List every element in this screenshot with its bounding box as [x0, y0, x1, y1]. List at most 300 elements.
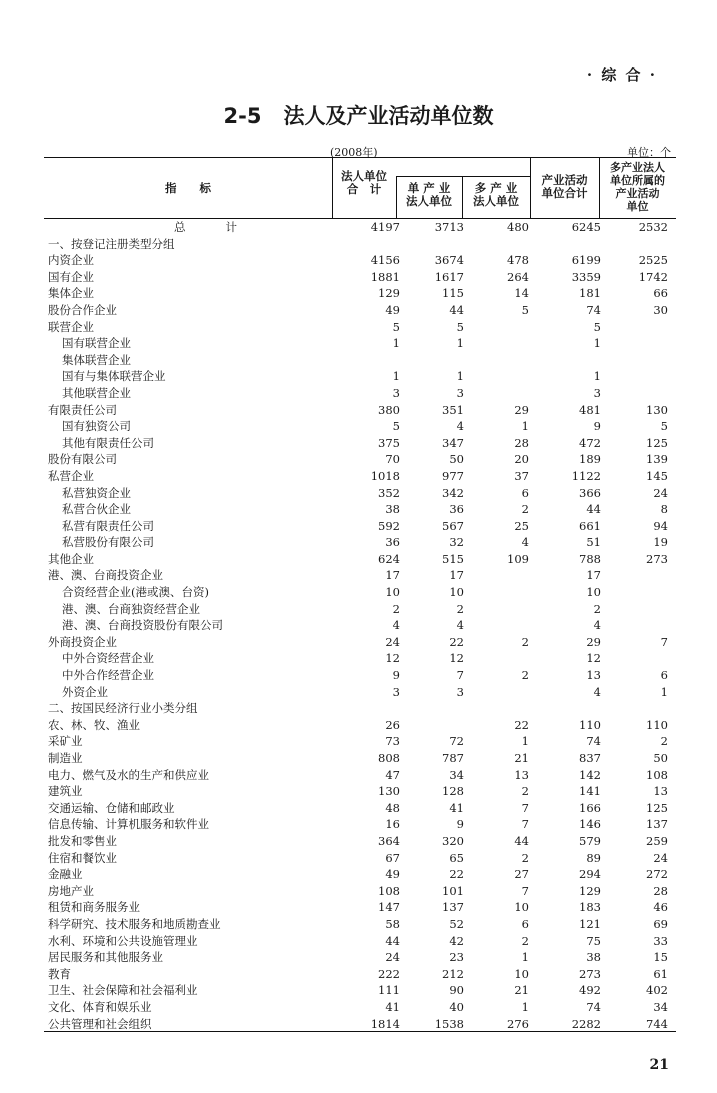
header-col1: 法人单位 合 计: [341, 169, 387, 196]
cell-col1: 5: [392, 419, 400, 434]
cell-col3: 21: [514, 983, 529, 998]
cell-col2: 3: [456, 684, 464, 699]
cell-col2: 34: [449, 767, 464, 782]
cell-col4: 1: [593, 336, 601, 351]
cell-col1: 1: [392, 369, 400, 384]
cell-col5: 2: [660, 734, 668, 749]
table-row: [44, 402, 676, 419]
cell-col1: 67: [385, 850, 400, 865]
cell-col5: 744: [646, 1016, 668, 1031]
table-row: [44, 634, 676, 651]
cell-col2: 137: [442, 900, 464, 915]
cell-col4: 146: [579, 817, 601, 832]
cell-col2: 12: [449, 651, 464, 666]
cell-col4: 74: [586, 302, 601, 317]
cell-col5: 33: [653, 933, 668, 948]
cell-col3: 109: [507, 551, 529, 566]
row-label: 采矿业: [48, 734, 83, 749]
cell-col2: 22: [449, 634, 464, 649]
cell-col3: 37: [514, 468, 529, 483]
cell-col4: 273: [579, 966, 601, 981]
cell-col3: 14: [514, 286, 529, 301]
table-row: [44, 933, 676, 950]
cell-col5: 1: [660, 684, 668, 699]
cell-col1: 36: [385, 535, 400, 550]
table-row: [44, 269, 676, 286]
cell-col2: 515: [442, 551, 464, 566]
cell-col4: 142: [579, 767, 601, 782]
cell-col3: 27: [514, 867, 529, 882]
cell-col2: 52: [449, 916, 464, 931]
cell-col1: 222: [378, 966, 400, 981]
cell-col2: 3674: [434, 253, 464, 268]
cell-col2: 40: [449, 999, 464, 1014]
row-label: 居民服务和其他服务业: [48, 950, 163, 965]
row-label: 建筑业: [48, 784, 83, 799]
row-label: 私营有限责任公司: [62, 518, 154, 533]
cell-col4: 44: [586, 502, 601, 517]
cell-col5: 30: [653, 302, 668, 317]
table-row: [44, 816, 676, 833]
cell-col2: 115: [442, 286, 464, 301]
table-row: [44, 468, 676, 485]
cell-col3: 6: [521, 485, 529, 500]
cell-col3: 5: [521, 302, 529, 317]
row-label: 其他有限责任公司: [62, 435, 154, 450]
cell-col2: 65: [449, 850, 464, 865]
cell-col3: 21: [514, 751, 529, 765]
table-header: [44, 157, 676, 219]
cell-col2: 4: [456, 618, 464, 633]
row-label: 联营企业: [48, 319, 94, 334]
cell-col5: 34: [653, 999, 668, 1014]
cell-col1: 364: [378, 833, 400, 848]
cell-col5: 272: [646, 867, 668, 882]
cell-col4: 10: [586, 585, 601, 600]
cell-col5: 15: [653, 950, 668, 965]
table-row: [44, 601, 676, 618]
cell-col4: 74: [586, 734, 601, 749]
row-label: 国有企业: [48, 269, 94, 284]
cell-col2: 3: [456, 385, 464, 400]
cell-col4: 661: [579, 518, 601, 533]
row-label: 集体企业: [48, 286, 94, 301]
table-row: [44, 518, 676, 535]
cell-col5: 108: [646, 767, 668, 782]
table-row: [44, 733, 676, 750]
cell-col2: 17: [449, 568, 464, 583]
cell-col1: 9: [392, 668, 400, 683]
row-label: 卫生、社会保障和社会福利业: [48, 983, 198, 998]
table-row: [44, 800, 676, 817]
cell-col2: 212: [442, 966, 464, 981]
cell-col4: 9: [593, 419, 601, 434]
cell-col4: 141: [579, 784, 601, 799]
cell-col4: 29: [586, 634, 601, 649]
table-row: [44, 717, 676, 734]
cell-col5: 259: [646, 833, 668, 848]
cell-col4: 1122: [571, 468, 601, 483]
table-row: [44, 319, 676, 336]
table-row: [44, 501, 676, 518]
cell-col2: 1: [456, 336, 464, 351]
cell-col5: 7: [660, 634, 668, 649]
cell-col4: 4: [593, 618, 601, 633]
row-label: 房地产业: [48, 883, 94, 898]
cell-col1: 375: [378, 435, 400, 450]
page-number: 21: [649, 1057, 669, 1073]
table-row: [44, 219, 676, 236]
row-label: 其他企业: [48, 551, 94, 566]
cell-col4: 4: [593, 684, 601, 699]
cell-col2: 1: [456, 369, 464, 384]
cell-col4: 183: [579, 900, 601, 915]
cell-col5: 125: [646, 435, 668, 450]
section-tag: · 综 合 ·: [586, 66, 657, 84]
cell-col1: 16: [385, 817, 400, 832]
cell-col4: 129: [579, 883, 601, 898]
cell-col4: 110: [579, 717, 601, 732]
cell-col2: 4: [456, 419, 464, 434]
cell-col2: 128: [442, 784, 464, 799]
cell-col1: 24: [385, 634, 400, 649]
cell-col2: 567: [442, 518, 464, 533]
cell-col3: 7: [521, 800, 529, 815]
table-row: [44, 883, 676, 900]
cell-col2: 90: [449, 983, 464, 998]
cell-col4: 17: [586, 568, 601, 583]
row-label: 国有与集体联营企业: [62, 369, 166, 384]
cell-col3: 25: [514, 518, 529, 533]
table-row: [44, 485, 676, 502]
row-label: 股份有限公司: [48, 452, 117, 467]
cell-col2: 101: [442, 883, 464, 898]
cell-col4: 121: [579, 916, 601, 931]
cell-col4: 12: [586, 651, 601, 666]
row-label: 港、澳、台商独资经营企业: [62, 601, 200, 616]
cell-col4: 2: [593, 601, 601, 616]
cell-col2: 10: [449, 585, 464, 600]
table-row: [44, 435, 676, 452]
cell-col1: 24: [385, 950, 400, 965]
row-label: 有限责任公司: [48, 402, 117, 417]
cell-col5: 24: [653, 485, 668, 500]
table-row: [44, 451, 676, 468]
cell-col1: 12: [385, 651, 400, 666]
row-label: 教育: [48, 966, 71, 981]
cell-col1: 73: [385, 734, 400, 749]
row-label: 私营合伙企业: [62, 502, 131, 517]
row-label: 制造业: [48, 751, 83, 765]
row-label: 交通运输、仓储和邮政业: [48, 800, 175, 815]
cell-col4: 837: [579, 751, 601, 765]
table-row: [44, 966, 676, 983]
cell-col4: 1: [593, 369, 601, 384]
row-label: 私营企业: [48, 468, 94, 483]
table-row: [44, 700, 676, 717]
row-label: 二、按国民经济行业小类分组: [48, 701, 198, 716]
cell-col5: 28: [653, 883, 668, 898]
bottom-rule: [44, 1031, 676, 1032]
cell-col1: 49: [385, 302, 400, 317]
cell-col3: 20: [514, 452, 529, 467]
cell-col4: 89: [586, 850, 601, 865]
cell-col1: 808: [378, 751, 400, 765]
cell-col4: 74: [586, 999, 601, 1014]
cell-col4: 166: [579, 800, 601, 815]
cell-col4: 6199: [571, 253, 601, 268]
cell-col3: 22: [514, 717, 529, 732]
table-row: [44, 385, 676, 402]
header-col2: 单 产 业 法人单位: [406, 181, 452, 208]
table-title: 法人及产业活动单位数: [283, 104, 494, 128]
cell-col3: 478: [507, 253, 529, 268]
row-label: 股份合作企业: [48, 302, 117, 317]
cell-col5: 130: [646, 402, 668, 417]
cell-col4: 13: [586, 668, 601, 683]
cell-col1: 147: [378, 900, 400, 915]
cell-col5: 402: [646, 983, 668, 998]
cell-col2: 72: [449, 734, 464, 749]
cell-col5: 1742: [638, 269, 668, 284]
row-label: 住宿和餐饮业: [48, 850, 117, 865]
table-row: [44, 750, 676, 767]
cell-col5: 61: [653, 966, 668, 981]
row-label: 外资企业: [62, 684, 108, 699]
cell-col1: 4197: [370, 220, 400, 234]
table-row: [44, 866, 676, 883]
cell-col1: 58: [385, 916, 400, 931]
row-label: 科学研究、技术服务和地质勘查业: [48, 916, 221, 931]
table-row: [44, 650, 676, 667]
row-label: 国有独资公司: [62, 419, 131, 434]
cell-col2: 787: [442, 751, 464, 765]
cell-col5: 2525: [638, 253, 668, 268]
row-label: 私营独资企业: [62, 485, 131, 500]
cell-col3: 1: [521, 950, 529, 965]
table-body: [44, 219, 676, 1032]
unit-note: 单位：个: [627, 146, 671, 159]
cell-col4: 294: [579, 867, 601, 882]
cell-col5: 145: [646, 468, 668, 483]
cell-col2: 41: [449, 800, 464, 815]
cell-col3: 7: [521, 883, 529, 898]
cell-col1: 2: [392, 601, 400, 616]
cell-col1: 592: [378, 518, 400, 533]
table-row: [44, 551, 676, 568]
cell-col1: 624: [378, 551, 400, 566]
table-row: [44, 899, 676, 916]
row-label: 租赁和商务服务业: [48, 900, 140, 915]
header-col5: 多产业法人 单位所属的 产业活动 单位: [610, 161, 665, 213]
cell-col5: 13: [653, 784, 668, 799]
table-row: [44, 999, 676, 1016]
row-label: 集体联营企业: [62, 352, 131, 367]
cell-col1: 44: [385, 933, 400, 948]
cell-col1: 1881: [370, 269, 400, 284]
row-label: 国有联营企业: [62, 336, 131, 351]
cell-col3: 2: [521, 668, 529, 683]
cell-col5: 66: [653, 286, 668, 301]
row-label: 总计: [174, 220, 277, 234]
table-row: [44, 418, 676, 435]
table-row: [44, 352, 676, 369]
cell-col2: 9: [456, 817, 464, 832]
cell-col1: 1814: [370, 1016, 400, 1031]
cell-col1: 130: [378, 784, 400, 799]
cell-col5: 273: [646, 551, 668, 566]
cell-col1: 352: [378, 485, 400, 500]
cell-col3: 44: [514, 833, 529, 848]
row-label: 一、按登记注册类型分组: [48, 236, 175, 251]
row-label: 其他联营企业: [62, 385, 131, 400]
cell-col2: 36: [449, 502, 464, 517]
cell-col2: 2: [456, 601, 464, 616]
table-row: [44, 236, 676, 253]
page-title: [0, 100, 717, 130]
cell-col5: 50: [653, 751, 668, 765]
cell-col5: 110: [646, 717, 668, 732]
table-row: [44, 335, 676, 352]
cell-col4: 181: [579, 286, 601, 301]
cell-col5: 139: [646, 452, 668, 467]
cell-col3: 2: [521, 784, 529, 799]
table-row: [44, 302, 676, 319]
cell-col4: 51: [586, 535, 601, 550]
cell-col4: 75: [586, 933, 601, 948]
cell-col2: 977: [442, 468, 464, 483]
cell-col2: 351: [442, 402, 464, 417]
row-label: 金融业: [48, 867, 83, 882]
table-row: [44, 833, 676, 850]
cell-col5: 137: [646, 817, 668, 832]
cell-col3: 1: [521, 419, 529, 434]
cell-col1: 26: [385, 717, 400, 732]
table-row: [44, 584, 676, 601]
cell-col5: 19: [653, 535, 668, 550]
row-label: 文化、体育和娱乐业: [48, 999, 152, 1014]
cell-col1: 380: [378, 402, 400, 417]
cell-col3: 1: [521, 734, 529, 749]
cell-col3: 2: [521, 850, 529, 865]
row-label: 水利、环境和公共设施管理业: [48, 933, 198, 948]
cell-col1: 4: [392, 618, 400, 633]
cell-col3: 4: [521, 535, 529, 550]
cell-col5: 46: [653, 900, 668, 915]
cell-col3: 1: [521, 999, 529, 1014]
cell-col2: 342: [442, 485, 464, 500]
row-label: 农、林、牧、渔业: [48, 717, 140, 732]
table-row: [44, 285, 676, 302]
cell-col3: 6: [521, 916, 529, 931]
cell-col1: 108: [378, 883, 400, 898]
cell-col1: 3: [392, 684, 400, 699]
cell-col1: 49: [385, 867, 400, 882]
cell-col3: 480: [507, 220, 529, 234]
cell-col4: 472: [579, 435, 601, 450]
cell-col2: 44: [449, 302, 464, 317]
cell-col2: 7: [456, 668, 464, 683]
cell-col4: 3: [593, 385, 601, 400]
cell-col1: 1: [392, 336, 400, 351]
cell-col2: 1538: [434, 1016, 464, 1031]
cell-col3: 10: [514, 966, 529, 981]
row-label: 公共管理和社会组织: [48, 1016, 152, 1031]
cell-col2: 42: [449, 933, 464, 948]
row-label: 电力、燃气及水的生产和供应业: [48, 767, 209, 782]
cell-col3: 13: [514, 767, 529, 782]
cell-col2: 347: [442, 435, 464, 450]
table-row: [44, 534, 676, 551]
cell-col2: 22: [449, 867, 464, 882]
year-note: (2008年): [330, 146, 378, 159]
cell-col4: 492: [579, 983, 601, 998]
cell-col5: 24: [653, 850, 668, 865]
table-row: [44, 617, 676, 634]
cell-col1: 5: [392, 319, 400, 334]
table-row: [44, 252, 676, 269]
cell-col1: 38: [385, 502, 400, 517]
row-label: 港、澳、台商投资股份有限公司: [62, 618, 223, 633]
cell-col1: 3: [392, 385, 400, 400]
table-row: [44, 850, 676, 867]
table-row: [44, 368, 676, 385]
cell-col2: 3713: [434, 220, 464, 234]
cell-col4: 189: [579, 452, 601, 467]
row-label: 外商投资企业: [48, 634, 117, 649]
cell-col2: 320: [442, 833, 464, 848]
cell-col5: 6: [660, 668, 668, 683]
cell-col4: 5: [593, 319, 601, 334]
table-row: [44, 1016, 676, 1033]
table-row: [44, 667, 676, 684]
cell-col1: 111: [378, 983, 400, 998]
cell-col1: 70: [385, 452, 400, 467]
row-label: 私营股份有限公司: [62, 535, 154, 550]
cell-col4: 6245: [571, 220, 601, 234]
cell-col2: 50: [449, 452, 464, 467]
row-label: 合资经营企业(港或澳、台资): [62, 585, 209, 600]
cell-col5: 125: [646, 800, 668, 815]
cell-col5: 69: [653, 916, 668, 931]
row-label: 中外合资经营企业: [62, 651, 154, 666]
row-label: 中外合作经营企业: [62, 668, 154, 683]
cell-col3: 2: [521, 933, 529, 948]
table-row: [44, 982, 676, 999]
cell-col5: 2532: [638, 220, 668, 234]
cell-col4: 38: [586, 950, 601, 965]
cell-col3: 264: [507, 269, 529, 284]
cell-col1: 129: [378, 286, 400, 301]
table-row: [44, 783, 676, 800]
cell-col3: 7: [521, 817, 529, 832]
cell-col4: 788: [579, 551, 601, 566]
cell-col4: 481: [579, 402, 601, 417]
table-row: [44, 567, 676, 584]
row-label: 信息传输、计算机服务和软件业: [48, 817, 209, 832]
cell-col4: 3359: [571, 269, 601, 284]
cell-col3: 28: [514, 435, 529, 450]
cell-col4: 579: [579, 833, 601, 848]
cell-col5: 5: [660, 419, 668, 434]
table-row: [44, 949, 676, 966]
header-col3: 多 产 业 法人单位: [473, 181, 519, 208]
cell-col3: 29: [514, 402, 529, 417]
table-row: [44, 684, 676, 701]
cell-col4: 2282: [571, 1016, 601, 1031]
cell-col1: 41: [385, 999, 400, 1014]
cell-col3: 2: [521, 634, 529, 649]
